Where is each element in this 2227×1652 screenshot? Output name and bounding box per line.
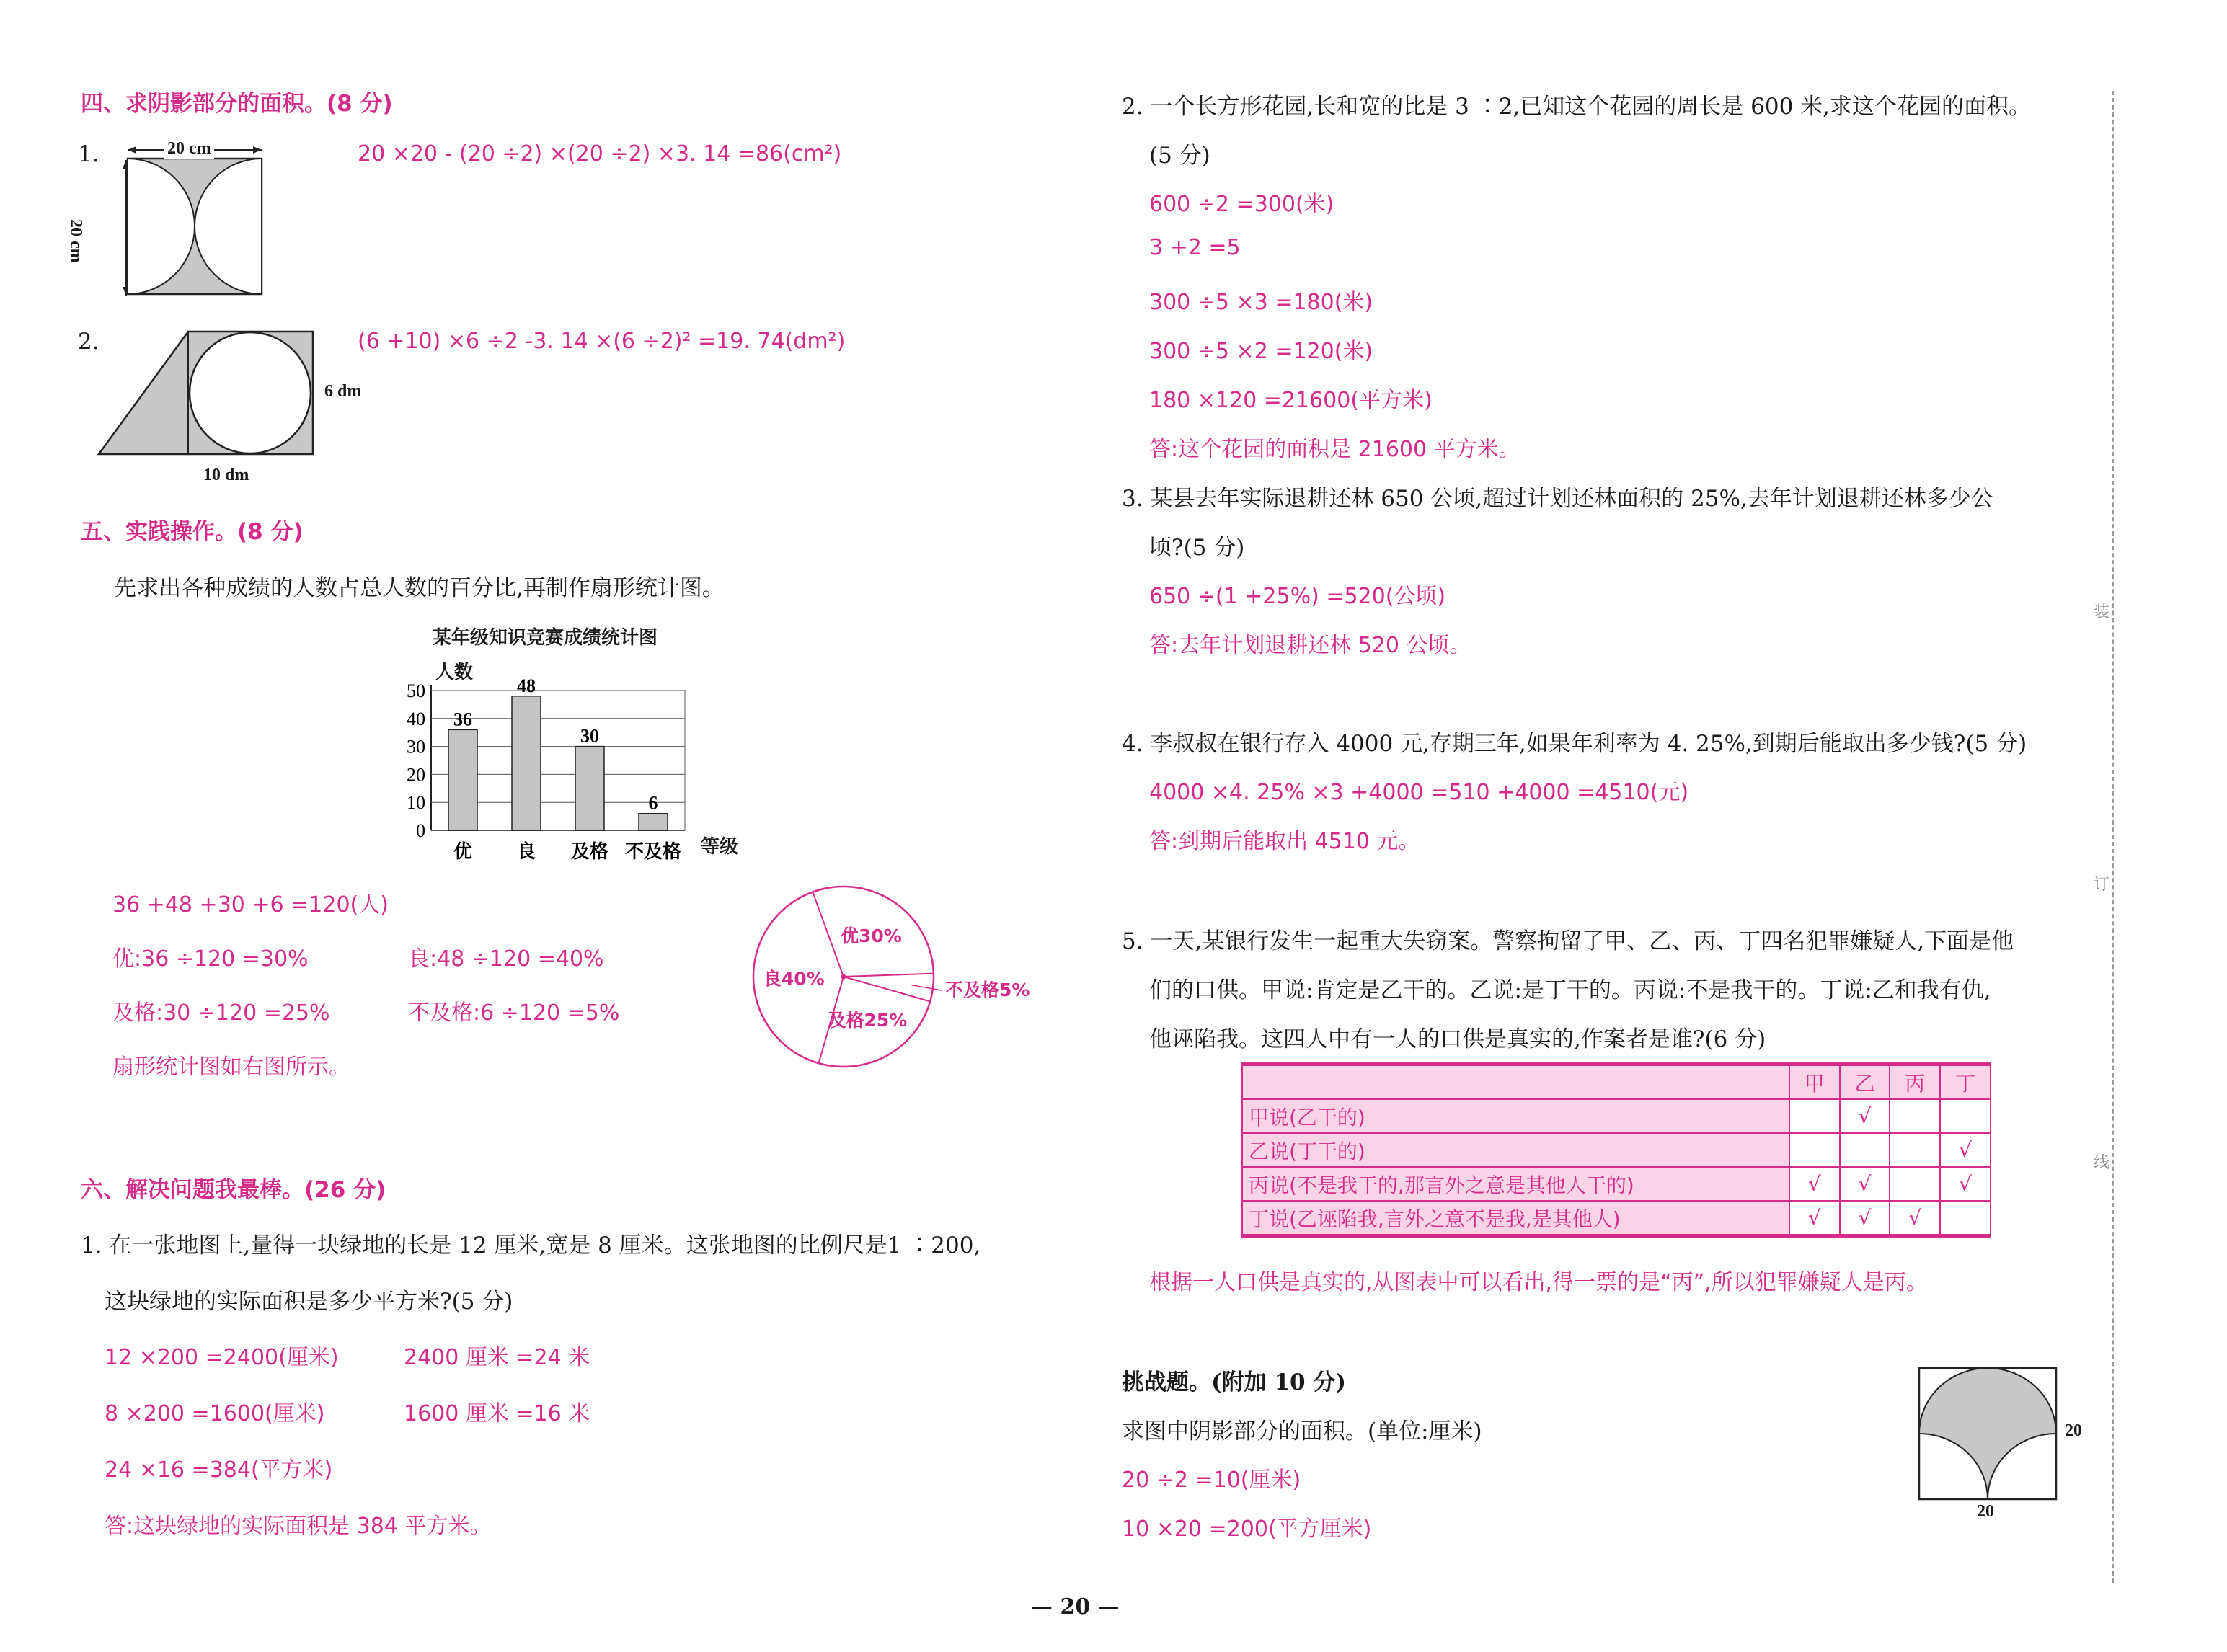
q1-a1: 12 ×200 =2400(厘米) <box>105 1345 339 1370</box>
table-row <box>1242 1133 1991 1167</box>
table-cell: √ <box>1840 1167 1890 1201</box>
pie-slice-label: 不及格5% <box>945 980 1030 1001</box>
x-tick-label: 及格 <box>570 841 609 863</box>
y-tick-label: 0 <box>416 820 425 841</box>
bar-data-label: 36 <box>453 709 472 730</box>
q2-line1: 2. 一个长方形花园,长和宽的比是 3 ∶2,已知这个花园的周长是 600 米,求这个花园的面积。 <box>1122 94 2032 120</box>
bar <box>639 814 668 830</box>
section5-intro: 先求出各种成绩的人数占总人数的百分比,再制作扇形统计图。 <box>114 575 725 601</box>
table-header-cell: 乙 <box>1840 1065 1890 1100</box>
calc-you: 优:36 ÷120 =30% <box>112 946 309 972</box>
table-row <box>1242 1201 1991 1236</box>
q3-line1: 3. 某县去年实际退耕还林 650 公顷,超过计划还林面积的 25%,去年计划退耕还林多少公 <box>1122 486 1993 512</box>
section4-title: 四、求阴影部分的面积。(8 分) <box>81 91 393 117</box>
pie-slice-label: 良40% <box>763 968 825 990</box>
q1-a4: 1600 厘米 =16 米 <box>404 1401 590 1426</box>
problem1-number: 1. <box>78 141 99 167</box>
y-tick-label: 50 <box>407 680 425 701</box>
challenge-a2: 10 ×20 =200(平方厘米) <box>1122 1516 1372 1542</box>
y-tick-label: 30 <box>407 736 425 758</box>
table-row <box>1242 1099 1991 1133</box>
problem2-base-label: 10 dm <box>203 466 249 484</box>
table-cell: √ <box>1940 1133 1991 1167</box>
q1-answer: 答:这块绿地的实际面积是 384 平方米。 <box>105 1514 492 1539</box>
q1-a2: 2400 厘米 =24 米 <box>404 1345 590 1370</box>
q2-answer: 答:这个花园的面积是 21600 平方米。 <box>1149 437 1520 462</box>
table-cell: √ <box>1940 1167 1991 1201</box>
problem2-number: 2. <box>78 329 99 355</box>
bar-data-label: 30 <box>580 725 599 747</box>
table-cell: √ <box>1840 1201 1890 1236</box>
q5-line1: 5. 一天,某银行发生一起重大失窃案。警察拘留了甲、乙、丙、丁四名犯罪嫌疑人,下面是他 <box>1122 928 2014 954</box>
challenge-question: 求图中阴影部分的面积。(单位:厘米) <box>1122 1418 1482 1444</box>
section5-title: 五、实践操作。(8 分) <box>81 519 304 545</box>
table-header-cell: 甲 <box>1789 1065 1840 1100</box>
x-tick-label: 良 <box>516 841 536 863</box>
figure-square-semicircles <box>90 136 278 301</box>
y-tick-label: 10 <box>407 792 425 814</box>
table-row <box>1242 1167 1991 1201</box>
margin-char: 订 <box>2094 876 2110 894</box>
section6-title: 六、解决问题我最棒。(26 分) <box>81 1177 386 1203</box>
q1-line2: 这块绿地的实际面积是多少平方米?(5 分) <box>105 1289 513 1315</box>
calc-jige: 及格:30 ÷120 =25% <box>112 1000 330 1026</box>
table-cell <box>1890 1167 1940 1201</box>
q3-answer: 答:去年计划退耕还林 520 公顷。 <box>1149 633 1471 658</box>
table-cell: √ <box>1890 1201 1940 1236</box>
x-tick-label: 不及格 <box>624 841 682 863</box>
calc-total: 36 +48 +30 +6 =120(人) <box>112 892 389 918</box>
table-cell <box>1890 1133 1940 1167</box>
q5-line3: 他诬陷我。这四人中有一人的口供是真实的,作案者是谁?(6 分) <box>1149 1026 1766 1052</box>
q4-a1: 4000 ×4. 25% ×3 +4000 =510 +4000 =4510(元) <box>1149 780 1689 805</box>
table-cell <box>1940 1099 1991 1133</box>
table-cell <box>1840 1133 1890 1167</box>
bar <box>448 729 477 830</box>
q1-a5: 24 ×16 =384(平方米) <box>105 1457 333 1483</box>
bar-chart-title: 某年级知识竞赛成绩统计图 <box>433 627 658 649</box>
q5-answer: 根据一人口供是真实的,从图表中可以看出,得一票的是“丙”,所以犯罪嫌疑人是丙。 <box>1149 1270 1928 1295</box>
table-cell: √ <box>1789 1167 1840 1201</box>
bar-chart-xlabel: 等级 <box>701 836 739 858</box>
q2-a2: 3 +2 =5 <box>1149 235 1241 260</box>
calc-bujige: 不及格:6 ÷120 =5% <box>408 1000 620 1026</box>
table-header-cell: 丁 <box>1940 1065 1991 1100</box>
pie-slice-label: 优30% <box>841 925 902 947</box>
table-cell <box>1940 1201 1991 1236</box>
q3-line2: 顷?(5 分) <box>1149 535 1245 561</box>
pie-chart <box>735 879 1067 1074</box>
table-header-cell: 丙 <box>1890 1065 1940 1100</box>
q2-a4: 300 ÷5 ×2 =120(米) <box>1149 339 1373 364</box>
q2-a3: 300 ÷5 ×3 =180(米) <box>1149 290 1373 315</box>
testimony-table <box>1241 1062 1991 1238</box>
table-cell <box>1890 1099 1940 1133</box>
challenge-title: 挑战题。(附加 10 分) <box>1122 1369 1347 1395</box>
problem1-height-label: 20 cm <box>66 216 85 266</box>
binding-dashed-line <box>2112 91 2114 1583</box>
q2-line2: (5 分) <box>1149 143 1210 169</box>
q2-a5: 180 ×120 =21600(平方米) <box>1149 388 1433 413</box>
q1-line1: 1. 在一张地图上,量得一块绿地的长是 12 厘米,宽是 8 厘米。这张地图的比例尺是1 ∶200, <box>81 1233 981 1258</box>
table-cell: 丁说(乙诬陷我,言外之意不是我,是其他人) <box>1242 1201 1789 1236</box>
table-header-cell <box>1242 1065 1789 1100</box>
q4-answer: 答:到期后能取出 4510 元。 <box>1149 829 1420 854</box>
problem2-side-label: 6 dm <box>324 382 362 401</box>
y-tick-label: 20 <box>407 764 425 786</box>
challenge-side-label: 20 <box>2065 1421 2082 1440</box>
q1-a3: 8 ×200 =1600(厘米) <box>105 1401 325 1426</box>
q5-line2: 们的口供。甲说:肯定是乙干的。乙说:是丁干的。丙说:不是我干的。丁说:乙和我有仇, <box>1149 977 1991 1003</box>
problem1-width-label: 20 cm <box>164 139 214 159</box>
q4-line1: 4. 李叔叔在银行存入 4000 元,存期三年,如果年利率为 4. 25%,到期后能取出多少钱?(5 分) <box>1122 731 2027 757</box>
q2-a1: 600 ÷2 =300(米) <box>1149 192 1334 217</box>
bar-chart-ylabel: 人数 <box>435 662 474 683</box>
pie-slice-label: 及格25% <box>828 1010 908 1031</box>
bar-data-label: 6 <box>648 792 658 814</box>
table-cell: √ <box>1840 1099 1890 1133</box>
x-tick-label: 优 <box>453 841 473 863</box>
page-number: — 20 — <box>1031 1594 1120 1620</box>
table-header-row <box>1242 1065 1991 1100</box>
q3-a1: 650 ÷(1 +25%) =520(公顷) <box>1149 584 1446 609</box>
problem2-answer: (6 +10) ×6 ÷2 -3. 14 ×(6 ÷2)² =19. 74(dm²) <box>358 329 846 354</box>
table-cell: 甲说(乙干的) <box>1242 1099 1789 1133</box>
challenge-base-label: 20 <box>1977 1502 1994 1521</box>
bar-data-label: 48 <box>517 675 536 696</box>
margin-char: 线 <box>2094 1154 2110 1172</box>
pie-note: 扇形统计图如右图所示。 <box>112 1054 350 1080</box>
y-tick-label: 40 <box>407 708 425 729</box>
margin-char: 装 <box>2094 603 2110 621</box>
figure-challenge-shape <box>1911 1362 2062 1506</box>
calc-liang: 良:48 ÷120 =40% <box>408 946 604 972</box>
table-cell: 乙说(丁干的) <box>1242 1133 1789 1167</box>
table-cell <box>1789 1099 1840 1133</box>
bar <box>575 747 604 830</box>
pie-center <box>841 974 846 980</box>
table-cell: √ <box>1789 1201 1840 1236</box>
bar <box>512 696 541 830</box>
problem1-answer: 20 ×20 - (20 ÷2) ×(20 ÷2) ×3. 14 =86(cm²) <box>358 141 842 166</box>
table-cell: 丙说(不是我干的,那言外之意是其他人干的) <box>1242 1167 1789 1201</box>
challenge-a1: 20 ÷2 =10(厘米) <box>1122 1467 1301 1493</box>
table-cell <box>1789 1133 1840 1167</box>
figure-trapezoid-circle <box>97 326 321 463</box>
